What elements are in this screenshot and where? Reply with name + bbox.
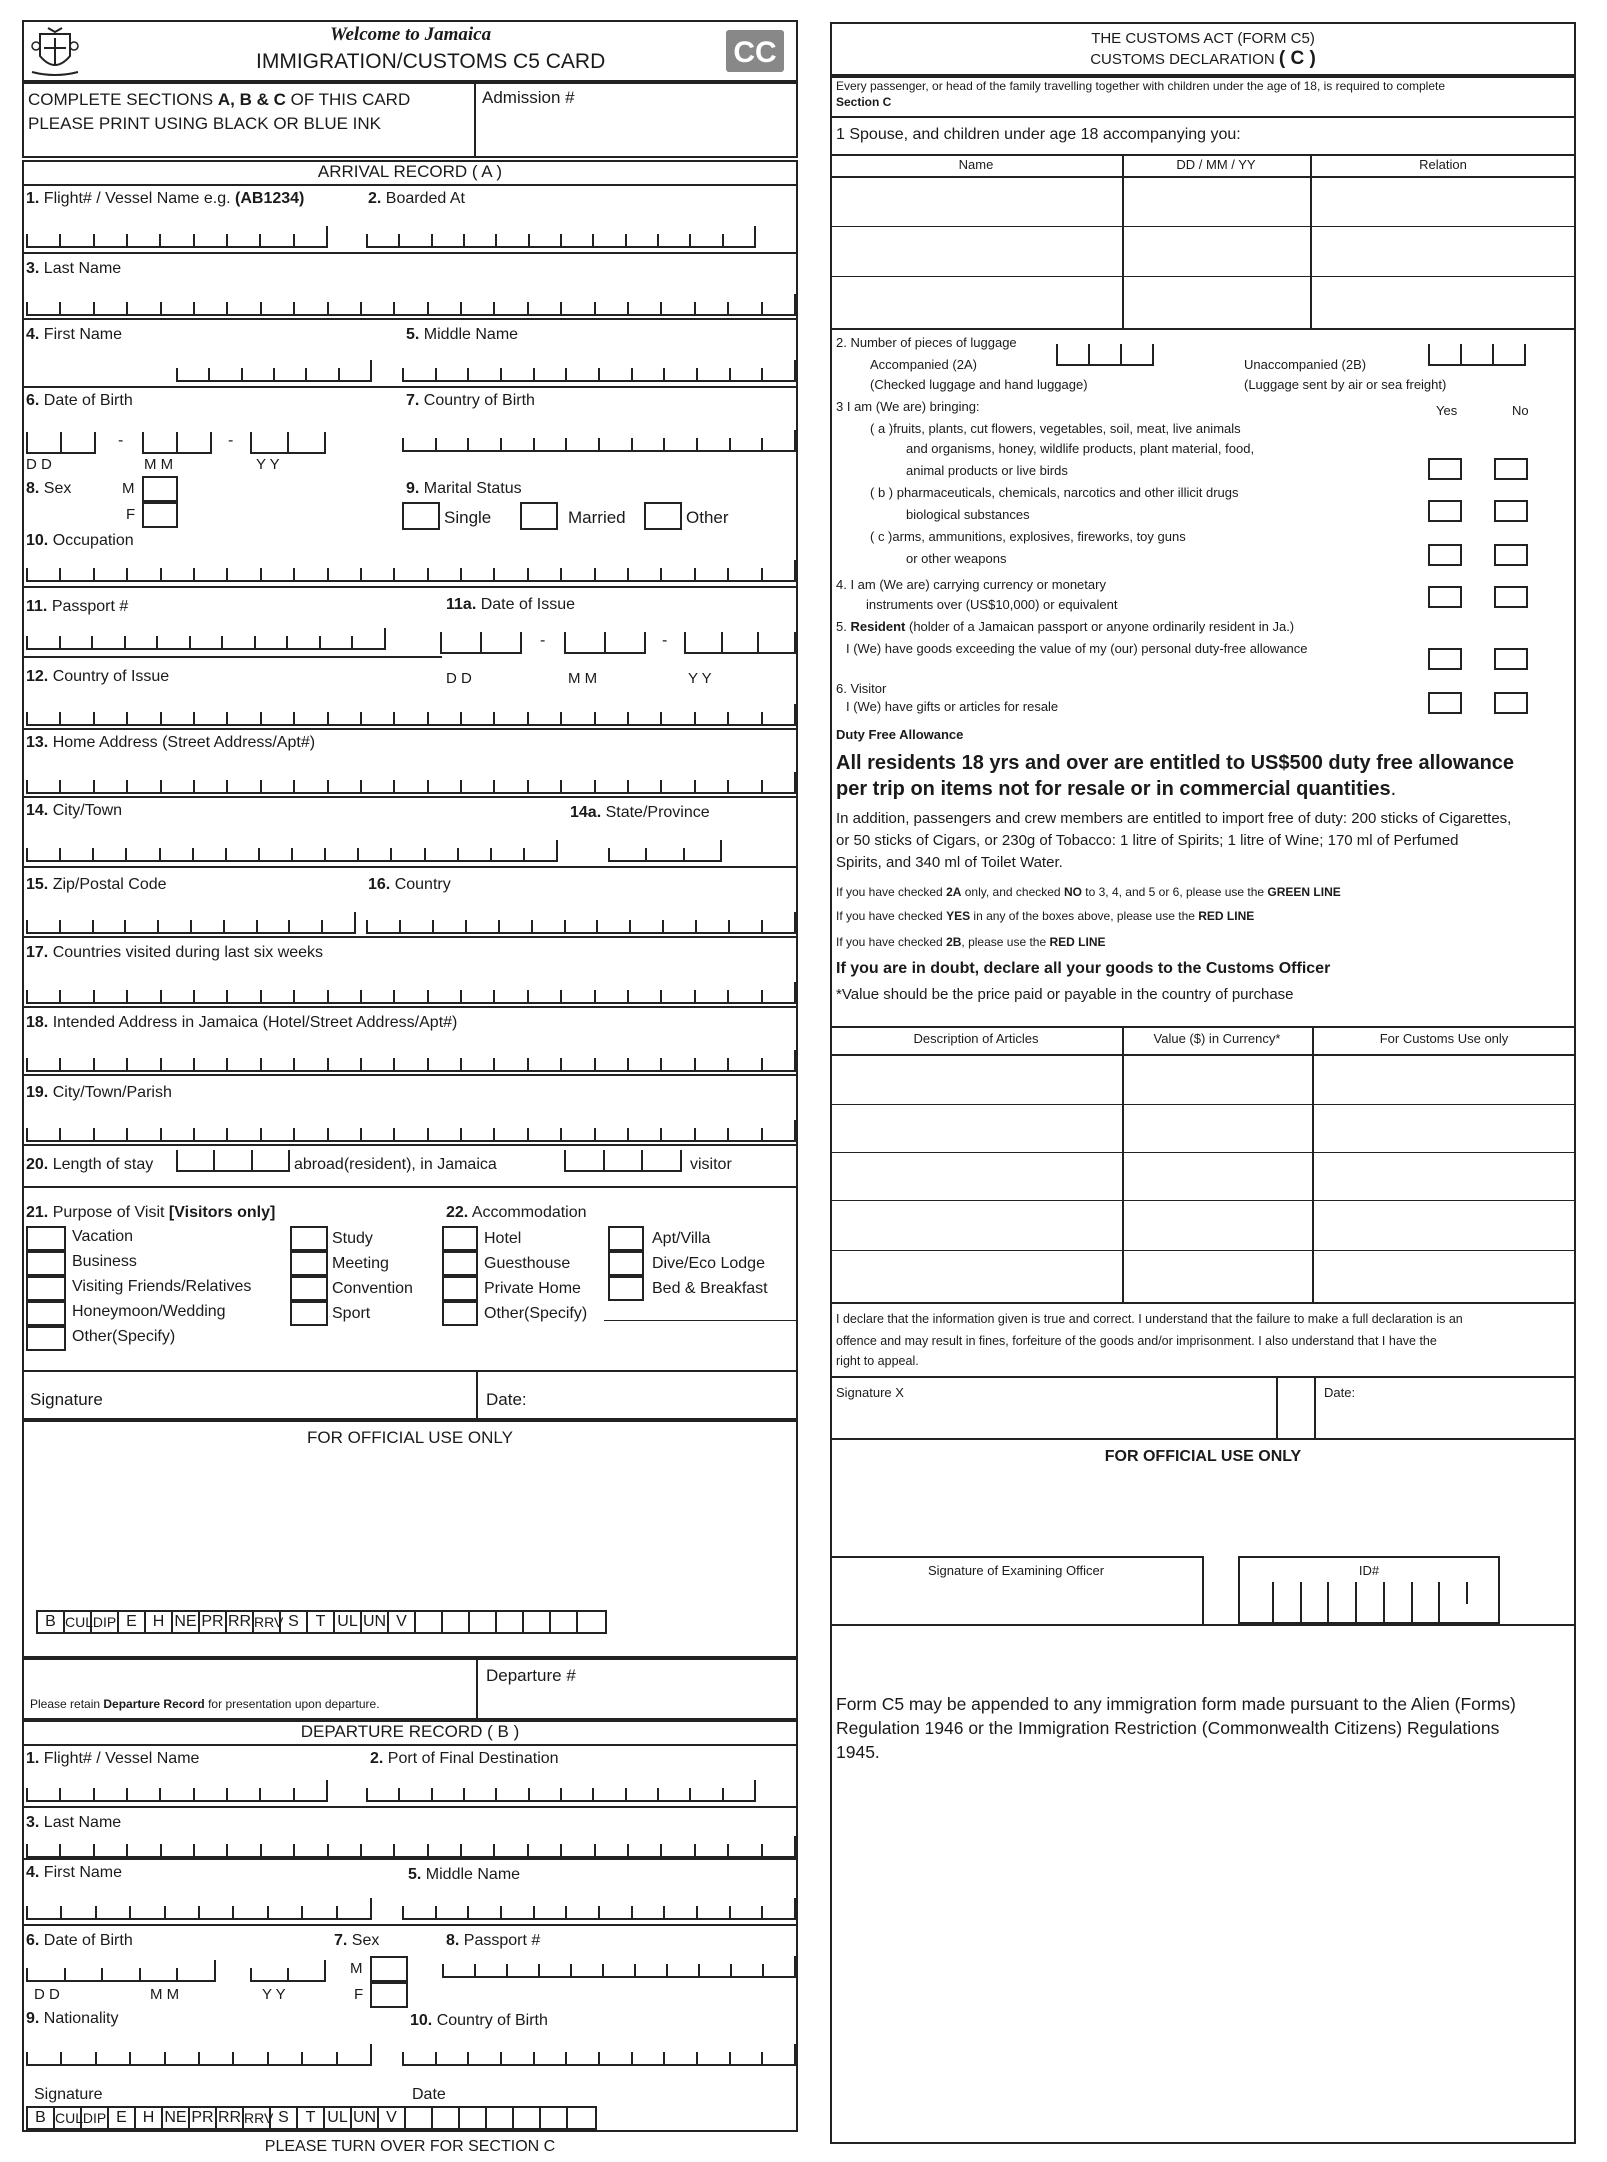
class-code-cell: V xyxy=(389,1612,416,1632)
field-11-label: 11. Passport # xyxy=(26,598,129,615)
field-1-label: 1. Flight# / Vessel Name e.g. (AB1234) xyxy=(26,190,305,207)
issue-dash-1: - xyxy=(540,632,546,649)
dep-field-9-label: 9. Nationality xyxy=(26,2010,119,2027)
question-3a-line-3: animal products or live birds xyxy=(906,463,1068,478)
field-7-label: 7. Country of Birth xyxy=(406,392,535,409)
field-9-label: 9. Marital Status xyxy=(406,480,522,497)
accom-dive-lodge-checkbox[interactable] xyxy=(608,1251,644,1276)
turn-over-note: PLEASE TURN OVER FOR SECTION C xyxy=(264,2138,556,2155)
class-code-cell: RRV xyxy=(244,2110,274,2126)
family-row-1[interactable] xyxy=(830,178,1576,226)
instruction-line-2: PLEASE PRINT USING BLACK OR BLUE INK xyxy=(28,114,382,133)
class-code-cell xyxy=(406,2108,433,2128)
dep-field-6-label: 6. Date of Birth xyxy=(26,1932,133,1949)
officer-id-label: ID# xyxy=(1358,1563,1380,1578)
q3c-yes-checkbox[interactable] xyxy=(1428,544,1462,566)
arrival-date-field[interactable] xyxy=(478,1372,796,1418)
class-code-cell: DIP xyxy=(82,2108,109,2128)
accompanied-label: Accompanied (2A) xyxy=(870,357,977,372)
purpose-visiting-checkbox[interactable] xyxy=(26,1276,66,1301)
sex-m-checkbox[interactable] xyxy=(142,476,178,502)
accom-private-home-label: Private Home xyxy=(484,1280,581,1297)
length-stay-resident-input[interactable] xyxy=(176,1150,290,1172)
dep-first-name-input[interactable] xyxy=(26,1898,372,1920)
family-row-2[interactable] xyxy=(830,228,1576,276)
issue-month-input[interactable] xyxy=(564,632,646,654)
class-code-cell: DIP xyxy=(92,1612,119,1632)
q6-no-checkbox[interactable] xyxy=(1494,692,1528,714)
customs-date-field[interactable] xyxy=(1316,1378,1574,1436)
accom-dive-lodge-label: Dive/Eco Lodge xyxy=(652,1255,765,1272)
dep-flight-input[interactable] xyxy=(26,1780,328,1802)
purpose-convention-label: Convention xyxy=(332,1280,413,1297)
class-code-cell: PR xyxy=(200,1612,227,1632)
occupation-input[interactable] xyxy=(26,560,796,582)
appendix-line-1: Form C5 may be appended to any immigration form made pursuant to the Alien (Forms) xyxy=(836,1694,1516,1714)
examining-officer-signature-field[interactable] xyxy=(832,1580,1200,1624)
purpose-convention-checkbox[interactable] xyxy=(290,1276,328,1301)
cc-logo-text: CC xyxy=(733,36,777,69)
every-passenger-note: Every passenger, or head of the family travelling together with children under the age of 18, is required to complete xyxy=(836,79,1446,93)
addition-line-3: Spirits, and 340 ml of Toilet Water. xyxy=(836,854,1063,871)
last-name-input[interactable] xyxy=(26,294,796,316)
articles-row-1[interactable] xyxy=(830,1056,1576,1104)
class-code-cell: B xyxy=(28,2108,55,2128)
q5-no-checkbox[interactable] xyxy=(1494,648,1528,670)
parish-input[interactable] xyxy=(26,1120,796,1142)
class-code-cell: S xyxy=(281,1612,308,1632)
unaccompanied-label: Unaccompanied (2B) xyxy=(1244,357,1367,372)
field-16-label: 16. Country xyxy=(368,876,451,893)
addition-line-2: or 50 sticks of Cigars, or 230g of Tobacco: 1 litre of Spirits; 1 litre of Wine; 170 ml of Perfumed xyxy=(836,832,1459,849)
field-21-label: 21. Purpose of Visit [Visitors only] xyxy=(26,1204,276,1221)
dep-sex-m-label: M xyxy=(350,1960,363,1977)
declaration-line-2: offence and may result in fines, forfeiture of the goods and/or imprisonment. I also understand that I have the xyxy=(836,1334,1437,1348)
question-6-line-2: I (We) have gifts or articles for resale xyxy=(846,699,1059,714)
dob-dash-1: - xyxy=(118,432,124,449)
field-11a-label: 11a. Date of Issue xyxy=(446,596,575,613)
dep-field-8-label: 8. Passport # xyxy=(446,1932,541,1949)
retain-departure-note: Please retain Departure Record for presentation upon departure. xyxy=(30,1697,380,1711)
question-4-line-2: instruments over (US$10,000) or equivalent xyxy=(866,597,1118,612)
q3a-no-checkbox[interactable] xyxy=(1494,458,1528,480)
field-18-label: 18. Intended Address in Jamaica (Hotel/Street Address/Apt#) xyxy=(26,1014,458,1031)
flight-number-input[interactable] xyxy=(26,226,328,248)
dep-passport-input[interactable] xyxy=(442,1956,796,1978)
question-3: 3 I am (We are) bringing: xyxy=(836,399,980,414)
customs-declaration-title: CUSTOMS DECLARATION ( C ) xyxy=(1090,48,1316,69)
class-code-cell xyxy=(460,2108,487,2128)
dep-field-5-label: 5. Middle Name xyxy=(408,1866,521,1883)
family-col-relation: Relation xyxy=(1419,157,1467,172)
duty-free-allowance-heading: Duty Free Allowance xyxy=(836,727,964,742)
accom-other-checkbox[interactable] xyxy=(442,1301,478,1326)
issue-year-input[interactable] xyxy=(684,632,796,654)
class-code-cell xyxy=(514,2108,541,2128)
accom-apt-villa-label: Apt/Villa xyxy=(652,1230,711,1247)
question-6-line-1: 6. Visitor xyxy=(836,681,887,696)
admission-number-label: Admission # xyxy=(482,88,575,107)
class-code-cell: H xyxy=(146,1612,173,1632)
arrival-signature-label: Signature xyxy=(30,1390,103,1409)
dep-sex-f-checkbox[interactable] xyxy=(370,1982,408,2008)
departure-record-header: DEPARTURE RECORD ( B ) xyxy=(300,1722,520,1741)
dep-date-label: Date xyxy=(412,2086,446,2103)
articles-col-customs: For Customs Use only xyxy=(1379,1031,1509,1046)
customs-signature-label: Signature X xyxy=(836,1385,904,1400)
duty-free-big-line-1: All residents 18 yrs and over are entitled to US$500 duty free allowance xyxy=(836,752,1515,774)
arrival-signature-field[interactable] xyxy=(22,1372,476,1418)
question-3b-line-1: ( b ) pharmaceuticals, chemicals, narcotics and other illicit drugs xyxy=(870,485,1239,500)
arrival-record-header: ARRIVAL RECORD ( A ) xyxy=(317,162,503,181)
class-code-cell: UN xyxy=(352,2108,379,2128)
class-code-cell xyxy=(470,1612,497,1632)
articles-row-4[interactable] xyxy=(830,1202,1576,1250)
class-code-cell: T xyxy=(298,2108,325,2128)
declaration-line-1: I declare that the information given is true and correct. I understand that the failure to make a full declaration is an xyxy=(836,1312,1463,1326)
class-code-cell: NE xyxy=(163,2108,190,2128)
issue-day-hint: D D xyxy=(446,670,472,687)
class-code-cell xyxy=(487,2108,514,2128)
q3a-yes-checkbox[interactable] xyxy=(1428,458,1462,480)
q4-no-checkbox[interactable] xyxy=(1494,586,1528,608)
customs-act-title: THE CUSTOMS ACT (FORM C5) xyxy=(1091,30,1315,47)
accom-bnb-checkbox[interactable] xyxy=(608,1276,644,1301)
sex-m-label: M xyxy=(122,480,135,497)
class-code-cell xyxy=(541,2108,568,2128)
field-5-label: 5. Middle Name xyxy=(406,326,519,343)
purpose-meeting-checkbox[interactable] xyxy=(290,1251,328,1276)
class-code-cell xyxy=(551,1612,578,1632)
sex-f-checkbox[interactable] xyxy=(142,502,178,528)
accom-other-label: Other(Specify) xyxy=(484,1305,588,1322)
intended-address-input[interactable] xyxy=(26,1050,796,1072)
dob-dash-2: - xyxy=(228,432,234,449)
class-code-cell xyxy=(433,2108,460,2128)
arrival-class-codes xyxy=(36,1610,607,1634)
cc-logo-icon xyxy=(724,28,786,74)
class-code-cell: T xyxy=(308,1612,335,1632)
articles-row-5[interactable] xyxy=(830,1252,1576,1302)
class-code-cell: CUL xyxy=(55,2110,84,2126)
arrival-date-label: Date: xyxy=(486,1390,527,1409)
question-1: 1 Spouse, and children under age 18 accompanying you: xyxy=(836,126,1241,143)
middle-name-input[interactable] xyxy=(402,360,796,382)
field-10-label: 10. Occupation xyxy=(26,532,134,549)
class-code-cell: H xyxy=(136,2108,163,2128)
first-name-input[interactable] xyxy=(176,360,372,382)
length-stay-visitor-label: visitor xyxy=(690,1156,732,1173)
articles-row-3[interactable] xyxy=(830,1154,1576,1200)
field-14-label: 14. City/Town xyxy=(26,802,123,819)
customs-date-label: Date: xyxy=(1324,1385,1356,1400)
dep-destination-input[interactable] xyxy=(366,1780,756,1802)
accompanied-note: (Checked luggage and hand luggage) xyxy=(870,377,1088,392)
departure-class-codes xyxy=(26,2106,597,2130)
officer-id-input[interactable] xyxy=(1272,1582,1468,1622)
class-code-cell: V xyxy=(379,2108,406,2128)
field-22-label: 22. Accommodation xyxy=(446,1204,587,1221)
declaration-line-3: right to appeal. xyxy=(836,1354,919,1368)
marital-married-label: Married xyxy=(568,508,626,527)
green-line-instruction: If you have checked 2A only, and checked NO to 3, 4, and 5 or 6, please use the GREEN LINE xyxy=(836,885,1341,899)
purpose-meeting-label: Meeting xyxy=(332,1255,389,1272)
purpose-vacation-label: Vacation xyxy=(72,1228,134,1245)
class-code-cell: UL xyxy=(325,2108,352,2128)
question-3b-line-2: biological substances xyxy=(906,507,1030,522)
purpose-business-checkbox[interactable] xyxy=(26,1251,66,1276)
question-3c-line-1: ( c )arms, ammunitions, explosives, fireworks, toy guns xyxy=(870,529,1186,544)
unaccompanied-luggage-input[interactable] xyxy=(1428,344,1526,366)
purpose-sport-label: Sport xyxy=(332,1305,371,1322)
dep-field-3-label: 3. Last Name xyxy=(26,1814,122,1831)
class-code-cell xyxy=(568,2108,595,2128)
class-code-cell xyxy=(416,1612,443,1632)
marital-single-checkbox[interactable] xyxy=(402,502,440,530)
examining-officer-label: Signature of Examining Officer xyxy=(927,1563,1105,1578)
accom-hotel-checkbox[interactable] xyxy=(442,1226,478,1251)
boarded-at-input[interactable] xyxy=(366,226,756,248)
field-20-label: 20. Length of stay xyxy=(26,1156,154,1173)
class-code-cell xyxy=(497,1612,524,1632)
dep-field-1-label: 1. Flight# / Vessel Name xyxy=(26,1750,200,1767)
doubt-instruction: If you are in doubt, declare all your goods to the Customs Officer xyxy=(836,960,1331,977)
accom-hotel-label: Hotel xyxy=(484,1230,522,1247)
purpose-sport-checkbox[interactable] xyxy=(290,1301,328,1326)
field-17-label: 17. Countries visited during last six weeks xyxy=(26,944,324,961)
accom-guesthouse-checkbox[interactable] xyxy=(442,1251,478,1276)
q3c-no-checkbox[interactable] xyxy=(1494,544,1528,566)
dep-signature-label: Signature xyxy=(34,2086,103,2103)
accom-guesthouse-label: Guesthouse xyxy=(484,1255,571,1272)
question-2: 2. Number of pieces of luggage xyxy=(836,335,1017,350)
dep-dob-input[interactable] xyxy=(26,1960,216,1982)
dob-month-hint: M M xyxy=(144,456,174,473)
question-5-line-1: 5. Resident (holder of a Jamaican passport or anyone ordinarily resident in Ja.) xyxy=(836,619,1295,634)
marital-single-label: Single xyxy=(444,508,492,527)
accompanied-luggage-input[interactable] xyxy=(1056,344,1154,366)
class-code-cell: NE xyxy=(173,1612,200,1632)
q3b-no-checkbox[interactable] xyxy=(1494,500,1528,522)
section-c-note: Section C xyxy=(836,95,892,109)
question-3a-line-2: and organisms, honey, wildlife products, plant material, food, xyxy=(906,441,1255,456)
dep-field-10-label: 10. Country of Birth xyxy=(410,2012,548,2029)
purpose-study-checkbox[interactable] xyxy=(290,1226,328,1251)
field-6-label: 6. Date of Birth xyxy=(26,392,133,409)
purpose-other-checkbox[interactable] xyxy=(26,1326,66,1351)
dep-sex-m-checkbox[interactable] xyxy=(370,1956,408,1982)
articles-col-description: Description of Articles xyxy=(913,1031,1039,1046)
card-title: IMMIGRATION/CUSTOMS C5 CARD xyxy=(256,50,606,73)
jamaica-coat-of-arms-icon xyxy=(30,26,80,78)
issue-month-hint: M M xyxy=(568,670,598,687)
class-code-cell: CUL xyxy=(65,1614,94,1630)
issue-dash-2: - xyxy=(662,632,668,649)
purpose-visiting-label: Visiting Friends/Relatives xyxy=(72,1278,252,1295)
red-line-instruction-1: If you have checked YES in any of the boxes above, please use the RED LINE xyxy=(836,909,1255,923)
family-col-dob: DD / MM / YY xyxy=(1176,157,1256,172)
departure-number-label: Departure # xyxy=(486,1666,576,1685)
customs-declaration xyxy=(830,0,1607,2162)
state-province-input[interactable] xyxy=(608,840,722,862)
dep-field-2-label: 2. Port of Final Destination xyxy=(370,1750,559,1767)
family-col-name: Name xyxy=(958,157,994,172)
issue-year-hint: Y Y xyxy=(688,670,712,687)
field-3-label: 3. Last Name xyxy=(26,260,122,277)
dep-sex-f-label: F xyxy=(354,1986,364,2003)
marital-married-checkbox[interactable] xyxy=(520,502,558,530)
yes-header: Yes xyxy=(1436,403,1458,418)
class-code-cell: RR xyxy=(217,2108,244,2128)
class-code-cell: E xyxy=(119,1612,146,1632)
question-3c-line-2: or other weapons xyxy=(906,551,1007,566)
purpose-study-label: Study xyxy=(332,1230,373,1247)
official-use-heading-right: FOR OFFICIAL USE ONLY xyxy=(1104,1448,1302,1465)
class-code-cell: UN xyxy=(362,1612,389,1632)
addition-line-1: In addition, passengers and crew members are entitled to import free of duty: 200 sticks of Cigarettes, xyxy=(836,810,1512,827)
appendix-line-2: Regulation 1946 or the Immigration Restriction (Commonwealth Citizens) Regulations xyxy=(836,1718,1500,1738)
purpose-vacation-checkbox[interactable] xyxy=(26,1226,66,1251)
class-code-cell: RR xyxy=(227,1612,254,1632)
field-19-label: 19. City/Town/Parish xyxy=(26,1084,172,1101)
field-14a-label: 14a. State/Province xyxy=(570,804,710,821)
dep-last-name-input[interactable] xyxy=(26,1836,796,1858)
question-4-line-1: 4. I am (We are) carrying currency or monetary xyxy=(836,577,1106,592)
welcome-text: Welcome to Jamaica xyxy=(330,24,492,45)
class-code-cell xyxy=(524,1612,551,1632)
purpose-other-label: Other(Specify) xyxy=(72,1328,176,1345)
dob-year-hint: Y Y xyxy=(256,456,280,473)
articles-row-2[interactable] xyxy=(830,1106,1576,1152)
dob-month-input[interactable] xyxy=(142,432,212,454)
zip-code-input[interactable] xyxy=(26,912,356,934)
class-code-cell: E xyxy=(109,2108,136,2128)
red-line-instruction-2: If you have checked 2B, please use the RED LINE xyxy=(836,935,1106,949)
field-8-label: 8. Sex xyxy=(26,480,72,497)
country-of-birth-input[interactable] xyxy=(402,430,796,452)
home-address-input[interactable] xyxy=(26,772,796,794)
customs-signature-field[interactable] xyxy=(832,1378,1276,1436)
articles-col-value: Value ($) in Currency* xyxy=(1153,1031,1281,1046)
dep-country-birth-input[interactable] xyxy=(402,2044,796,2066)
dep-dob-day-hint: D D xyxy=(34,1986,60,2003)
value-note: *Value should be the price paid or payable in the country of purchase xyxy=(836,986,1294,1003)
question-5-line-2: I (We) have goods exceeding the value of my (our) personal duty-free allowance xyxy=(846,641,1308,656)
issue-day-input[interactable] xyxy=(440,632,522,654)
class-code-cell xyxy=(443,1612,470,1632)
length-stay-resident-label: abroad(resident), in Jamaica xyxy=(294,1156,497,1173)
field-2-label: 2. Boarded At xyxy=(368,190,465,207)
official-use-heading-left: FOR OFFICIAL USE ONLY xyxy=(307,1428,513,1447)
dep-dob-month-hint: M M xyxy=(150,1986,180,2003)
q5-yes-checkbox[interactable] xyxy=(1428,648,1462,670)
family-row-3[interactable] xyxy=(830,278,1576,328)
sex-f-label: F xyxy=(126,506,136,523)
dob-day-input[interactable] xyxy=(26,432,96,454)
purpose-honeymoon-checkbox[interactable] xyxy=(26,1301,66,1326)
countries-visited-input[interactable] xyxy=(26,982,796,1004)
dep-field-4-label: 4. First Name xyxy=(26,1864,123,1881)
q4-yes-checkbox[interactable] xyxy=(1428,586,1462,608)
country-input[interactable] xyxy=(366,912,796,934)
class-code-cell: RRV xyxy=(254,1614,284,1630)
unaccompanied-note: (Luggage sent by air or sea freight) xyxy=(1244,377,1447,392)
accom-bnb-label: Bed & Breakfast xyxy=(652,1280,768,1297)
purpose-business-label: Business xyxy=(72,1253,137,1270)
country-of-issue-input[interactable] xyxy=(26,704,796,726)
length-stay-visitor-input[interactable] xyxy=(564,1150,682,1172)
city-town-input[interactable] xyxy=(26,840,558,862)
class-code-cell: B xyxy=(38,1612,65,1632)
purpose-honeymoon-label: Honeymoon/Wedding xyxy=(72,1303,226,1320)
dep-nationality-input[interactable] xyxy=(26,2044,372,2066)
class-code-cell: UL xyxy=(335,1612,362,1632)
dep-middle-name-input[interactable] xyxy=(402,1898,796,1920)
dob-year-input[interactable] xyxy=(250,432,326,454)
q6-yes-checkbox[interactable] xyxy=(1428,692,1462,714)
dob-day-hint: D D xyxy=(26,456,52,473)
question-3a-line-1: ( a )fruits, plants, cut flowers, vegetables, soil, meat, live animals xyxy=(870,421,1241,436)
no-header: No xyxy=(1512,403,1529,418)
q3b-yes-checkbox[interactable] xyxy=(1428,500,1462,522)
appendix-line-3: 1945. xyxy=(836,1742,880,1762)
class-code-cell: PR xyxy=(190,2108,217,2128)
instruction-line-1: COMPLETE SECTIONS A, B & C OF THIS CARD xyxy=(28,90,411,109)
duty-free-big-line-2: per trip on items not for resale or in commercial quantities. xyxy=(836,778,1397,800)
dep-dob-year-input[interactable] xyxy=(250,1960,326,1982)
passport-number-input[interactable] xyxy=(26,628,386,650)
marital-other-label: Other xyxy=(686,508,729,527)
field-12-label: 12. Country of Issue xyxy=(26,668,170,685)
dep-field-7-label: 7. Sex xyxy=(334,1932,380,1949)
marital-other-checkbox[interactable] xyxy=(644,502,682,530)
field-13-label: 13. Home Address (Street Address/Apt#) xyxy=(26,734,316,751)
accom-private-home-checkbox[interactable] xyxy=(442,1276,478,1301)
class-code-cell: S xyxy=(271,2108,298,2128)
field-4-label: 4. First Name xyxy=(26,326,123,343)
class-code-cell xyxy=(578,1612,605,1632)
dep-dob-year-hint: Y Y xyxy=(262,1986,286,2003)
field-15-label: 15. Zip/Postal Code xyxy=(26,876,167,893)
accom-apt-villa-checkbox[interactable] xyxy=(608,1226,644,1251)
